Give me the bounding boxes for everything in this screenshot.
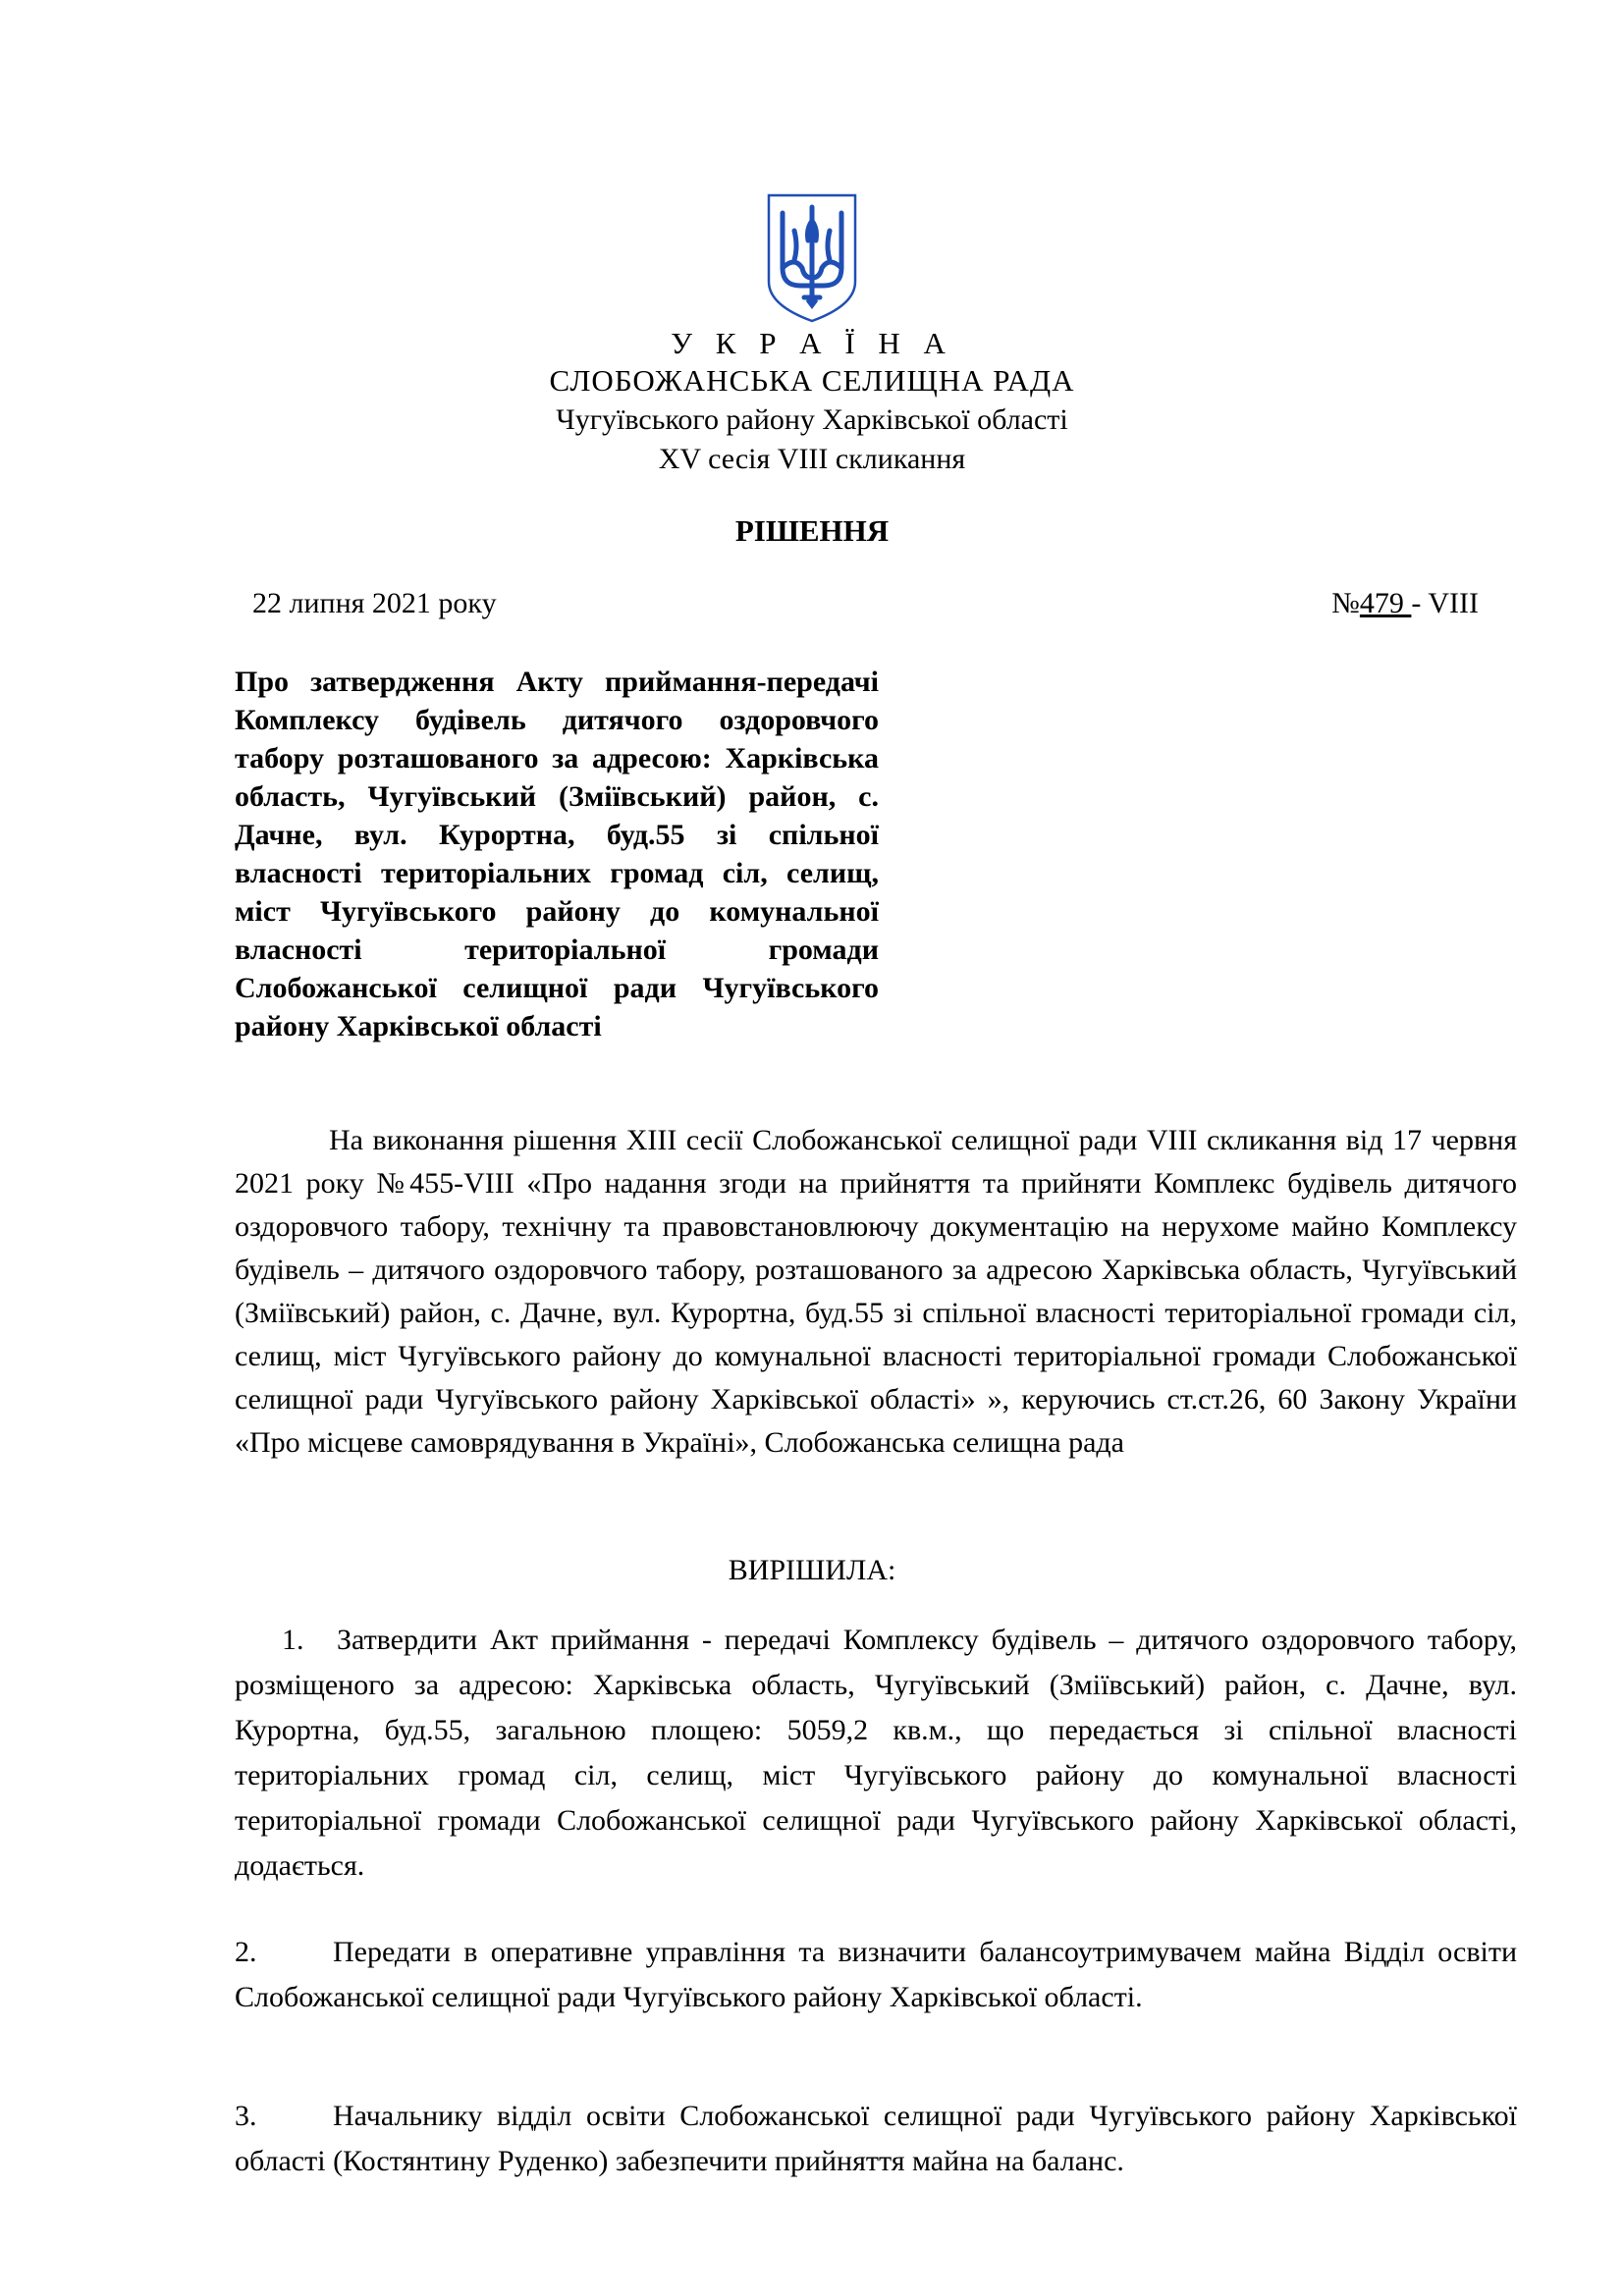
list-item	[235, 2094, 1517, 2184]
decision-number	[1331, 587, 1479, 620]
preamble-paragraph: На виконання рішення XIII сесії Слобожанської селищної ради VIII скликання від 17 червня 2021 року №455-VIII «Про надання згоди на прийняття та прийняти Комплекс будівель дитячого оздоровчого табору, технічну та правовстановлюючу документацію на нерухоме майно Комплексу будівель – дитячого оздоровчого табору, розташованого за адресою Харківська область, Чугуївський (Зміївський) район, с. Дачне, вул. Курортна, буд.55 зі спільної власності територіальної громади сіл, селищ, міст Чугуївського району до комунальної власності територіальної громади Слобожанської селищної ради Чугуївського району Харківської області» », керуючись ст.ст.26, 60 Закону України «Про місцеве самоврядування в Україні», Слобожанська селищна рада	[235, 1124, 1517, 1459]
tryzub-coat-of-arms-icon	[765, 191, 859, 325]
decision-subject: Про затвердження Акту приймання-передачі Комплексу будівель дитячого оздоровчого табору розташованого за адресою: Харківська область, Чугуївський (Зміївський) район, с. Дачне, вул. Курортна, буд.55 зі спільної власності територіальних громад сіл, селищ, міст Чугуївського району до комунальної власності територіальної громади Слобожанської селищної ради Чугуївського району Харківської області	[235, 666, 879, 1042]
item-marker: 3.	[235, 2100, 257, 2132]
list-item	[235, 1618, 1517, 1889]
decision-date: 22 липня 2021 року	[252, 587, 497, 619]
item-marker: 1.	[282, 1624, 304, 1656]
country-name: У К Р А Ї Н А	[671, 326, 953, 360]
item-marker: 2.	[235, 1936, 257, 1968]
number-prefix: №	[1331, 587, 1360, 619]
list-item	[235, 1930, 1517, 2020]
item-text: Начальнику відділ освіти Слобожанської селищної ради Чугуївського району Харківської області (Костянтину Руденко) забезпечити прийняття майна на баланс.	[235, 2100, 1517, 2177]
resolved-heading: ВИРІШИЛА:	[728, 1554, 896, 1586]
district-name: Чугуївського району Харківської області	[556, 403, 1068, 436]
number-value: 479	[1359, 587, 1412, 619]
item-text: Передати в оперативне управління та визначити балансоутримувачем майна Відділ освіти Слобожанської селищної ради Чугуївського району Харківської області.	[235, 1936, 1517, 2013]
number-suffix: - VIII	[1411, 587, 1479, 619]
council-name: СЛОБОЖАНСЬКА СЕЛИЩНА РАДА	[549, 363, 1075, 398]
item-text: Затвердити Акт приймання - передачі Комплексу будівель – дитячого оздоровчого табору, розміщеного за адресою: Харківська область, Чугуївський (Зміївський) район, с. Дачне, вул. Курортна, буд.55, загальною площею: 5059,2 кв.м., що передається зі спільної власності територіальних громад сіл, селищ, міст Чугуївського району до комунальної власності територіальної громади Слобожанської селищної ради Чугуївського району Харківської області, додається.	[235, 1624, 1517, 1882]
session-name: XV сесія VIII скликання	[658, 443, 966, 475]
decision-title: РІШЕННЯ	[734, 513, 890, 548]
